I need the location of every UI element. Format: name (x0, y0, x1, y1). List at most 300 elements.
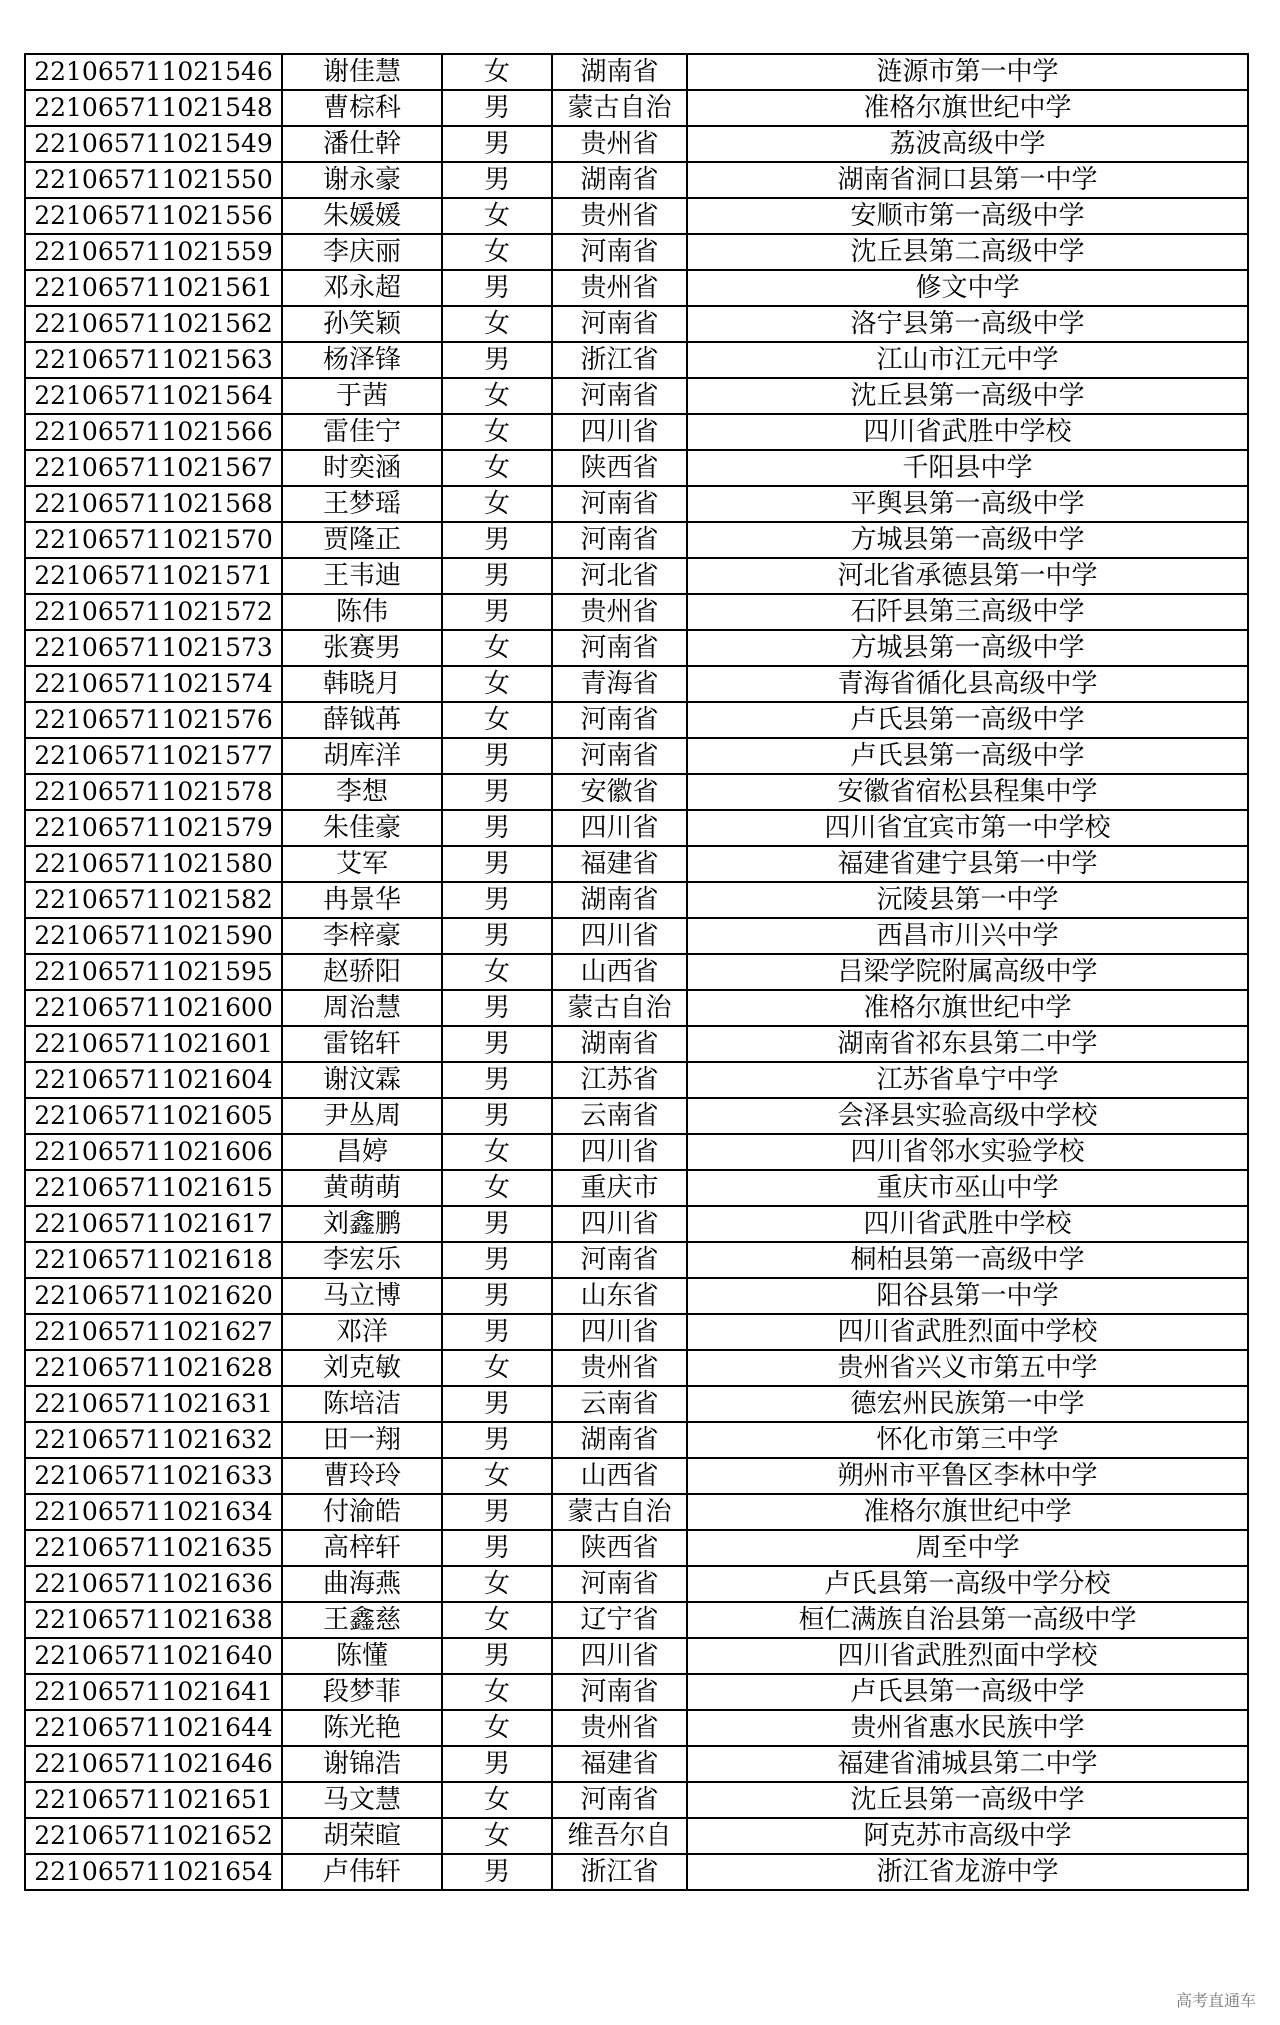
school-cell: 沈丘县第二高级中学 (687, 234, 1248, 270)
school-cell: 卢氏县第一高级中学分校 (687, 1566, 1248, 1602)
student-id-cell: 221065711021641 (25, 1674, 282, 1710)
gender-cell: 女 (442, 954, 552, 990)
province-cell: 山西省 (552, 1458, 687, 1494)
student-name-cell: 杨泽锋 (282, 342, 442, 378)
student-name-cell: 王韦迪 (282, 558, 442, 594)
student-id-cell: 221065711021559 (25, 234, 282, 270)
student-name-cell: 陈懂 (282, 1638, 442, 1674)
student-name-cell: 贾隆正 (282, 522, 442, 558)
school-cell: 平舆县第一高级中学 (687, 486, 1248, 522)
school-cell: 涟源市第一中学 (687, 54, 1248, 90)
province-cell: 维吾尔自 (552, 1818, 687, 1854)
province-cell: 贵州省 (552, 126, 687, 162)
school-cell: 江苏省阜宁中学 (687, 1062, 1248, 1098)
school-cell: 周至中学 (687, 1530, 1248, 1566)
student-id-cell: 221065711021573 (25, 630, 282, 666)
province-cell: 河南省 (552, 1566, 687, 1602)
gender-cell: 女 (442, 1818, 552, 1854)
province-cell: 四川省 (552, 1314, 687, 1350)
school-cell: 福建省建宁县第一中学 (687, 846, 1248, 882)
gender-cell: 男 (442, 1026, 552, 1062)
student-id-cell: 221065711021620 (25, 1278, 282, 1314)
school-cell: 四川省武胜中学校 (687, 1206, 1248, 1242)
province-cell: 陕西省 (552, 450, 687, 486)
student-id-cell: 221065711021579 (25, 810, 282, 846)
province-cell: 四川省 (552, 1206, 687, 1242)
student-id-cell: 221065711021550 (25, 162, 282, 198)
table-row (25, 1026, 1248, 1062)
school-cell: 福建省浦城县第二中学 (687, 1746, 1248, 1782)
province-cell: 云南省 (552, 1386, 687, 1422)
gender-cell: 女 (442, 1602, 552, 1638)
province-cell: 河南省 (552, 630, 687, 666)
student-name-cell: 于茜 (282, 378, 442, 414)
school-cell: 西昌市川兴中学 (687, 918, 1248, 954)
province-cell: 辽宁省 (552, 1602, 687, 1638)
gender-cell: 男 (442, 1530, 552, 1566)
gender-cell: 男 (442, 918, 552, 954)
student-id-cell: 221065711021582 (25, 882, 282, 918)
school-cell: 湖南省洞口县第一中学 (687, 162, 1248, 198)
gender-cell: 女 (442, 378, 552, 414)
table-row (25, 522, 1248, 558)
province-cell: 河北省 (552, 558, 687, 594)
table-row (25, 738, 1248, 774)
gender-cell: 男 (442, 90, 552, 126)
province-cell: 贵州省 (552, 1350, 687, 1386)
gender-cell: 男 (442, 1062, 552, 1098)
student-name-cell: 李宏乐 (282, 1242, 442, 1278)
school-cell: 洛宁县第一高级中学 (687, 306, 1248, 342)
province-cell: 蒙古自治 (552, 90, 687, 126)
student-name-cell: 李想 (282, 774, 442, 810)
student-name-cell: 时奕涵 (282, 450, 442, 486)
gender-cell: 男 (442, 1854, 552, 1890)
student-id-cell: 221065711021618 (25, 1242, 282, 1278)
province-cell: 蒙古自治 (552, 990, 687, 1026)
province-cell: 蒙古自治 (552, 1494, 687, 1530)
province-cell: 湖南省 (552, 162, 687, 198)
student-id-cell: 221065711021633 (25, 1458, 282, 1494)
gender-cell: 男 (442, 126, 552, 162)
province-cell: 贵州省 (552, 198, 687, 234)
student-id-cell: 221065711021631 (25, 1386, 282, 1422)
table-row (25, 1386, 1248, 1422)
student-name-cell: 冉景华 (282, 882, 442, 918)
gender-cell: 男 (442, 162, 552, 198)
student-id-cell: 221065711021556 (25, 198, 282, 234)
table-row (25, 270, 1248, 306)
province-cell: 四川省 (552, 918, 687, 954)
gender-cell: 女 (442, 1782, 552, 1818)
school-cell: 准格尔旗世纪中学 (687, 90, 1248, 126)
school-cell: 四川省武胜烈面中学校 (687, 1638, 1248, 1674)
school-cell: 安顺市第一高级中学 (687, 198, 1248, 234)
student-id-cell: 221065711021562 (25, 306, 282, 342)
student-name-cell: 陈光艳 (282, 1710, 442, 1746)
student-name-cell: 昌婷 (282, 1134, 442, 1170)
table-row (25, 1458, 1248, 1494)
gender-cell: 女 (442, 1566, 552, 1602)
student-name-cell: 尹丛周 (282, 1098, 442, 1134)
gender-cell: 男 (442, 594, 552, 630)
province-cell: 河南省 (552, 1674, 687, 1710)
student-id-cell: 221065711021604 (25, 1062, 282, 1098)
table-row (25, 306, 1248, 342)
gender-cell: 女 (442, 1674, 552, 1710)
gender-cell: 女 (442, 1458, 552, 1494)
school-cell: 卢氏县第一高级中学 (687, 738, 1248, 774)
school-cell: 阳谷县第一中学 (687, 1278, 1248, 1314)
school-cell: 浙江省龙游中学 (687, 1854, 1248, 1890)
gender-cell: 女 (442, 1710, 552, 1746)
school-cell: 准格尔旗世纪中学 (687, 1494, 1248, 1530)
school-cell: 沅陵县第一中学 (687, 882, 1248, 918)
table-row (25, 414, 1248, 450)
student-name-cell: 段梦菲 (282, 1674, 442, 1710)
gender-cell: 男 (442, 1638, 552, 1674)
province-cell: 河南省 (552, 1782, 687, 1818)
province-cell: 河南省 (552, 702, 687, 738)
student-name-cell: 田一翔 (282, 1422, 442, 1458)
table-row (25, 1314, 1248, 1350)
student-name-cell: 朱媛媛 (282, 198, 442, 234)
school-cell: 江山市江元中学 (687, 342, 1248, 378)
student-id-cell: 221065711021578 (25, 774, 282, 810)
school-cell: 贵州省惠水民族中学 (687, 1710, 1248, 1746)
gender-cell: 男 (442, 846, 552, 882)
gender-cell: 男 (442, 882, 552, 918)
student-id-cell: 221065711021634 (25, 1494, 282, 1530)
table-row (25, 918, 1248, 954)
gender-cell: 女 (442, 486, 552, 522)
table-row (25, 774, 1248, 810)
student-id-cell: 221065711021601 (25, 1026, 282, 1062)
school-cell: 吕梁学院附属高级中学 (687, 954, 1248, 990)
province-cell: 湖南省 (552, 1026, 687, 1062)
school-cell: 四川省武胜中学校 (687, 414, 1248, 450)
school-cell: 准格尔旗世纪中学 (687, 990, 1248, 1026)
gender-cell: 男 (442, 342, 552, 378)
gender-cell: 男 (442, 774, 552, 810)
gender-cell: 女 (442, 1350, 552, 1386)
gender-cell: 女 (442, 306, 552, 342)
student-id-cell: 221065711021576 (25, 702, 282, 738)
gender-cell: 男 (442, 558, 552, 594)
student-id-cell: 221065711021617 (25, 1206, 282, 1242)
school-cell: 贵州省兴义市第五中学 (687, 1350, 1248, 1386)
student-id-cell: 221065711021638 (25, 1602, 282, 1638)
table-row (25, 126, 1248, 162)
school-cell: 修文中学 (687, 270, 1248, 306)
student-name-cell: 谢汶霖 (282, 1062, 442, 1098)
gender-cell: 男 (442, 1278, 552, 1314)
province-cell: 贵州省 (552, 270, 687, 306)
gender-cell: 男 (442, 1206, 552, 1242)
table-row (25, 1062, 1248, 1098)
school-cell: 怀化市第三中学 (687, 1422, 1248, 1458)
province-cell: 安徽省 (552, 774, 687, 810)
table-row (25, 594, 1248, 630)
gender-cell: 男 (442, 810, 552, 846)
student-name-cell: 付渝皓 (282, 1494, 442, 1530)
school-cell: 四川省邻水实验学校 (687, 1134, 1248, 1170)
province-cell: 湖南省 (552, 882, 687, 918)
gender-cell: 女 (442, 414, 552, 450)
province-cell: 山东省 (552, 1278, 687, 1314)
school-cell: 桐柏县第一高级中学 (687, 1242, 1248, 1278)
table-row (25, 1098, 1248, 1134)
table-row (25, 234, 1248, 270)
student-id-cell: 221065711021606 (25, 1134, 282, 1170)
table-row (25, 666, 1248, 702)
school-cell: 朔州市平鲁区李林中学 (687, 1458, 1248, 1494)
student-name-cell: 马立博 (282, 1278, 442, 1314)
province-cell: 云南省 (552, 1098, 687, 1134)
school-cell: 德宏州民族第一中学 (687, 1386, 1248, 1422)
student-name-cell: 高梓轩 (282, 1530, 442, 1566)
province-cell: 浙江省 (552, 1854, 687, 1890)
table-row (25, 162, 1248, 198)
school-cell: 湖南省祁东县第二中学 (687, 1026, 1248, 1062)
province-cell: 福建省 (552, 1746, 687, 1782)
student-name-cell: 刘鑫鹏 (282, 1206, 442, 1242)
student-id-cell: 221065711021644 (25, 1710, 282, 1746)
student-id-cell: 221065711021595 (25, 954, 282, 990)
student-id-cell: 221065711021628 (25, 1350, 282, 1386)
student-id-cell: 221065711021572 (25, 594, 282, 630)
table-row (25, 1422, 1248, 1458)
student-id-cell: 221065711021590 (25, 918, 282, 954)
student-name-cell: 谢佳慧 (282, 54, 442, 90)
province-cell: 四川省 (552, 1134, 687, 1170)
student-name-cell: 艾军 (282, 846, 442, 882)
school-cell: 卢氏县第一高级中学 (687, 702, 1248, 738)
school-cell: 阿克苏市高级中学 (687, 1818, 1248, 1854)
student-id-cell: 221065711021627 (25, 1314, 282, 1350)
table-row (25, 1134, 1248, 1170)
table-row (25, 90, 1248, 126)
school-cell: 会泽县实验高级中学校 (687, 1098, 1248, 1134)
student-id-cell: 221065711021571 (25, 558, 282, 594)
table-row (25, 630, 1248, 666)
gender-cell: 男 (442, 738, 552, 774)
gender-cell: 男 (442, 1314, 552, 1350)
student-id-cell: 221065711021563 (25, 342, 282, 378)
student-name-cell: 邓永超 (282, 270, 442, 306)
school-cell: 石阡县第三高级中学 (687, 594, 1248, 630)
student-name-cell: 谢锦浩 (282, 1746, 442, 1782)
school-cell: 荔波高级中学 (687, 126, 1248, 162)
student-id-cell: 221065711021651 (25, 1782, 282, 1818)
school-cell: 沈丘县第一高级中学 (687, 1782, 1248, 1818)
table-row (25, 846, 1248, 882)
table-row (25, 450, 1248, 486)
student-id-cell: 221065711021600 (25, 990, 282, 1026)
table-row (25, 1818, 1248, 1854)
student-name-cell: 韩晓月 (282, 666, 442, 702)
gender-cell: 女 (442, 54, 552, 90)
province-cell: 贵州省 (552, 1710, 687, 1746)
gender-cell: 男 (442, 1422, 552, 1458)
province-cell: 河南省 (552, 738, 687, 774)
student-name-cell: 陈培洁 (282, 1386, 442, 1422)
admission-list-table (24, 53, 1249, 1891)
school-cell: 四川省武胜烈面中学校 (687, 1314, 1248, 1350)
province-cell: 福建省 (552, 846, 687, 882)
school-cell: 四川省宜宾市第一中学校 (687, 810, 1248, 846)
student-name-cell: 马文慧 (282, 1782, 442, 1818)
gender-cell: 男 (442, 1494, 552, 1530)
student-name-cell: 刘克敏 (282, 1350, 442, 1386)
school-cell: 河北省承德县第一中学 (687, 558, 1248, 594)
student-name-cell: 赵骄阳 (282, 954, 442, 990)
table-row (25, 54, 1248, 90)
student-name-cell: 张赛男 (282, 630, 442, 666)
student-id-cell: 221065711021615 (25, 1170, 282, 1206)
gender-cell: 女 (442, 1170, 552, 1206)
student-name-cell: 周治慧 (282, 990, 442, 1026)
table-row (25, 1278, 1248, 1314)
student-id-cell: 221065711021640 (25, 1638, 282, 1674)
student-name-cell: 卢伟轩 (282, 1854, 442, 1890)
student-id-cell: 221065711021632 (25, 1422, 282, 1458)
student-name-cell: 薛钺苒 (282, 702, 442, 738)
table-row (25, 1170, 1248, 1206)
student-id-cell: 221065711021652 (25, 1818, 282, 1854)
table-row (25, 1206, 1248, 1242)
table-row (25, 1782, 1248, 1818)
student-name-cell: 王鑫慈 (282, 1602, 442, 1638)
school-cell: 千阳县中学 (687, 450, 1248, 486)
gender-cell: 男 (442, 1098, 552, 1134)
student-id-cell: 221065711021568 (25, 486, 282, 522)
table-row (25, 342, 1248, 378)
student-id-cell: 221065711021546 (25, 54, 282, 90)
gender-cell: 男 (442, 1746, 552, 1782)
province-cell: 河南省 (552, 486, 687, 522)
gender-cell: 女 (442, 630, 552, 666)
table-row (25, 1530, 1248, 1566)
school-cell: 方城县第一高级中学 (687, 522, 1248, 558)
table-row (25, 558, 1248, 594)
province-cell: 贵州省 (552, 594, 687, 630)
school-cell: 安徽省宿松县程集中学 (687, 774, 1248, 810)
student-name-cell: 曹玲玲 (282, 1458, 442, 1494)
province-cell: 河南省 (552, 1242, 687, 1278)
gender-cell: 女 (442, 198, 552, 234)
student-name-cell: 曲海燕 (282, 1566, 442, 1602)
student-id-cell: 221065711021646 (25, 1746, 282, 1782)
student-id-cell: 221065711021561 (25, 270, 282, 306)
student-name-cell: 谢永豪 (282, 162, 442, 198)
table-row (25, 1746, 1248, 1782)
gender-cell: 女 (442, 450, 552, 486)
student-name-cell: 王梦瑶 (282, 486, 442, 522)
province-cell: 青海省 (552, 666, 687, 702)
student-id-cell: 221065711021605 (25, 1098, 282, 1134)
student-name-cell: 曹棕科 (282, 90, 442, 126)
province-cell: 四川省 (552, 1638, 687, 1674)
province-cell: 四川省 (552, 414, 687, 450)
student-id-cell: 221065711021567 (25, 450, 282, 486)
table-row (25, 1350, 1248, 1386)
student-name-cell: 朱佳豪 (282, 810, 442, 846)
province-cell: 浙江省 (552, 342, 687, 378)
student-name-cell: 黄萌萌 (282, 1170, 442, 1206)
student-id-cell: 221065711021549 (25, 126, 282, 162)
watermark-text: 高考直通车 (1175, 1991, 1256, 2010)
gender-cell: 女 (442, 234, 552, 270)
student-name-cell: 李庆丽 (282, 234, 442, 270)
province-cell: 陕西省 (552, 1530, 687, 1566)
table-row (25, 882, 1248, 918)
gender-cell: 男 (442, 522, 552, 558)
gender-cell: 女 (442, 666, 552, 702)
table-row (25, 1602, 1248, 1638)
student-id-cell: 221065711021570 (25, 522, 282, 558)
student-id-cell: 221065711021564 (25, 378, 282, 414)
student-id-cell: 221065711021577 (25, 738, 282, 774)
school-cell: 桓仁满族自治县第一高级中学 (687, 1602, 1248, 1638)
student-name-cell: 雷佳宁 (282, 414, 442, 450)
province-cell: 江苏省 (552, 1062, 687, 1098)
student-id-cell: 221065711021566 (25, 414, 282, 450)
student-id-cell: 221065711021574 (25, 666, 282, 702)
table-row (25, 990, 1248, 1026)
student-id-cell: 221065711021580 (25, 846, 282, 882)
gender-cell: 男 (442, 1386, 552, 1422)
table-row (25, 1854, 1248, 1890)
gender-cell: 女 (442, 702, 552, 738)
table-row (25, 1566, 1248, 1602)
student-name-cell: 孙笑颖 (282, 306, 442, 342)
table-row (25, 1242, 1248, 1278)
table-row (25, 702, 1248, 738)
table-row (25, 486, 1248, 522)
student-name-cell: 陈伟 (282, 594, 442, 630)
table-row (25, 198, 1248, 234)
gender-cell: 男 (442, 270, 552, 306)
school-cell: 卢氏县第一高级中学 (687, 1674, 1248, 1710)
table-row (25, 954, 1248, 990)
student-name-cell: 邓洋 (282, 1314, 442, 1350)
school-cell: 沈丘县第一高级中学 (687, 378, 1248, 414)
province-cell: 湖南省 (552, 54, 687, 90)
gender-cell: 男 (442, 990, 552, 1026)
table-row (25, 1674, 1248, 1710)
school-cell: 青海省循化县高级中学 (687, 666, 1248, 702)
admission-list-body (25, 54, 1248, 1890)
province-cell: 河南省 (552, 306, 687, 342)
school-cell: 重庆市巫山中学 (687, 1170, 1248, 1206)
student-name-cell: 雷铭轩 (282, 1026, 442, 1062)
table-row (25, 378, 1248, 414)
province-cell: 湖南省 (552, 1422, 687, 1458)
province-cell: 河南省 (552, 522, 687, 558)
province-cell: 四川省 (552, 810, 687, 846)
province-cell: 山西省 (552, 954, 687, 990)
gender-cell: 男 (442, 1242, 552, 1278)
table-row (25, 1638, 1248, 1674)
student-name-cell: 胡荣暄 (282, 1818, 442, 1854)
table-row (25, 1494, 1248, 1530)
student-name-cell: 李梓豪 (282, 918, 442, 954)
table-row (25, 810, 1248, 846)
student-id-cell: 221065711021548 (25, 90, 282, 126)
student-id-cell: 221065711021635 (25, 1530, 282, 1566)
school-cell: 方城县第一高级中学 (687, 630, 1248, 666)
